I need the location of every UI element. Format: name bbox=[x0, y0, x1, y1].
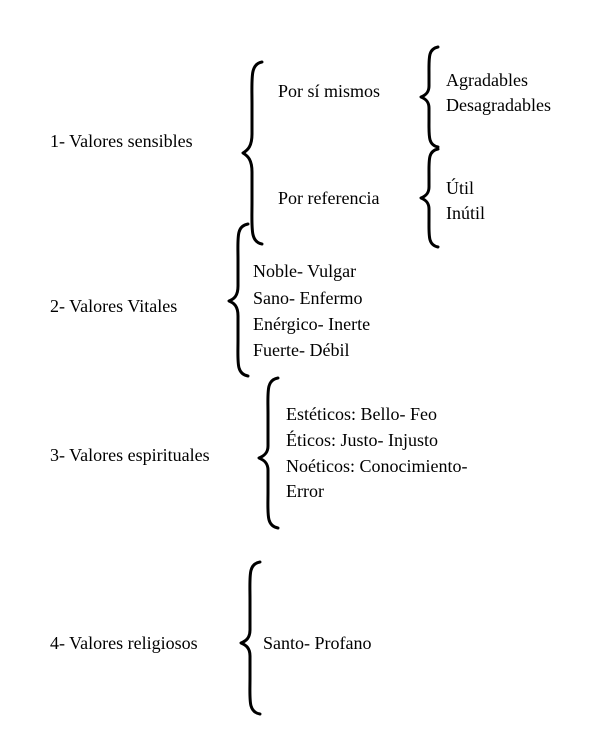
group-por-referencia-brace bbox=[418, 146, 448, 250]
group-por-si-mismos-brace bbox=[418, 44, 448, 150]
item-error: Error bbox=[286, 481, 324, 501]
item-sano-enfermo: Sano- Enfermo bbox=[253, 288, 363, 308]
section-3-label: 3- Valores espirituales bbox=[50, 445, 210, 465]
section-3-brace bbox=[256, 374, 286, 532]
item-inutil: Inútil bbox=[446, 203, 485, 223]
group-por-referencia-label: Por referencia bbox=[278, 188, 380, 208]
item-esteticos: Estéticos: Bello- Feo bbox=[286, 404, 437, 424]
item-desagradables: Desagradables bbox=[446, 95, 551, 115]
item-agradables: Agradables bbox=[446, 70, 528, 90]
section-1-label: 1- Valores sensibles bbox=[50, 131, 193, 151]
section-2-brace bbox=[226, 220, 256, 380]
item-eticos: Éticos: Justo- Injusto bbox=[286, 430, 438, 450]
item-noble-vulgar: Noble- Vulgar bbox=[253, 261, 357, 281]
item-util: Útil bbox=[446, 178, 475, 198]
group-por-si-mismos-label: Por sí mismos bbox=[278, 81, 381, 101]
item-energico-inerte: Enérgico- Inerte bbox=[253, 314, 371, 334]
item-santo-profano: Santo- Profano bbox=[263, 633, 372, 653]
section-2-label: 2- Valores Vitales bbox=[50, 296, 178, 316]
item-noeticos: Noéticos: Conocimiento- bbox=[286, 456, 468, 476]
section-4-label: 4- Valores religiosos bbox=[50, 633, 198, 653]
item-fuerte-debil: Fuerte- Débil bbox=[253, 340, 350, 360]
